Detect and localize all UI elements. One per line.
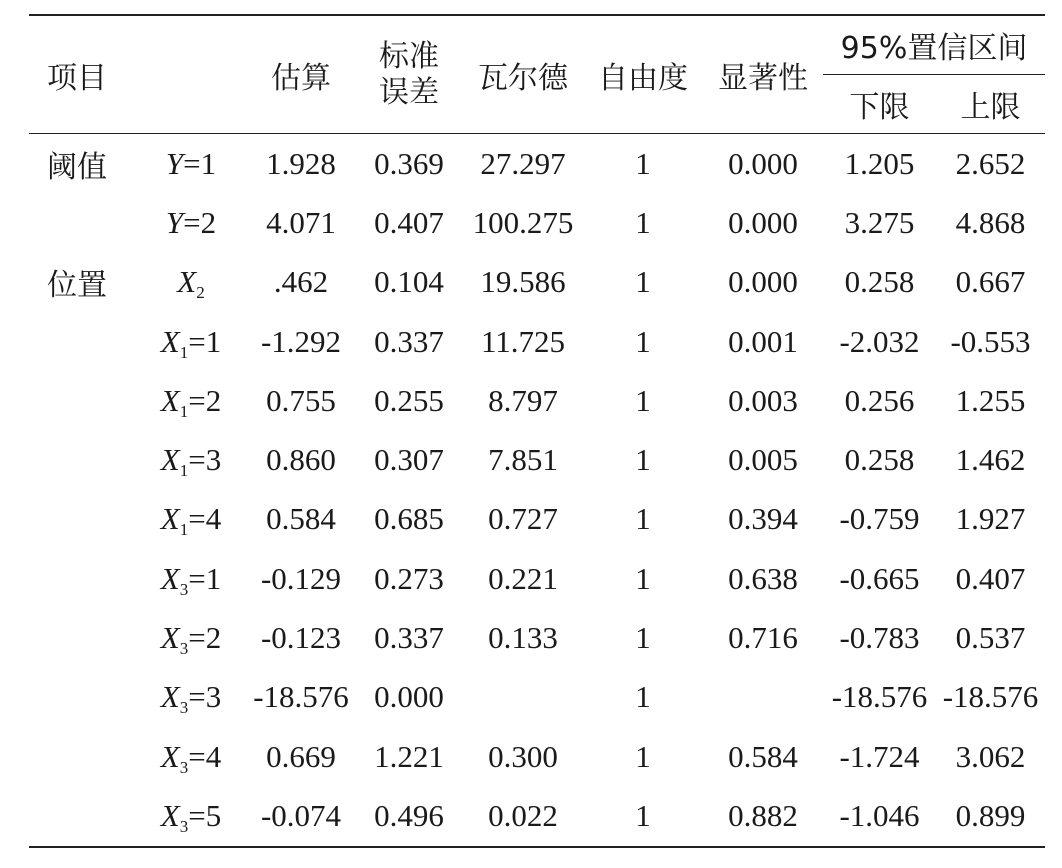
- variable-subscript: 1: [179, 461, 189, 481]
- ordinal-regression-table: [29, 14, 1045, 848]
- cell-wald: 0.022: [488, 797, 558, 833]
- group-label-empty: [29, 193, 135, 252]
- variable-subscript: 1: [179, 401, 189, 421]
- cell-upper: 3.062: [955, 738, 1026, 774]
- header-item: 项目: [47, 60, 107, 96]
- cell-df: 1: [635, 382, 651, 418]
- variable-level: =2: [188, 382, 222, 418]
- cell-estimate: -0.129: [260, 560, 342, 596]
- cell-sig: 0.716: [728, 620, 798, 656]
- cell-se: 0.337: [374, 620, 444, 656]
- cell-df: 1: [635, 679, 651, 715]
- variable-symbol: X: [160, 323, 180, 359]
- variable-level: =5: [188, 797, 222, 833]
- variable-label: [135, 430, 247, 489]
- cell-estimate: 4.071: [266, 204, 336, 240]
- header-std-error: [355, 15, 463, 134]
- group-label-empty: [29, 549, 135, 608]
- table-row: [29, 134, 1045, 194]
- group-label-empty: [29, 312, 135, 371]
- variable-subscript: 3: [179, 698, 189, 718]
- cell-sig: 0.001: [728, 323, 798, 359]
- cell-lower: 0.258: [844, 442, 915, 478]
- cell-wald: 0.727: [488, 501, 558, 537]
- table-row: [29, 549, 1045, 608]
- header-estimate: 估算: [271, 60, 331, 96]
- cell-lower: 3.275: [844, 204, 915, 240]
- variable-level: =3: [188, 442, 222, 478]
- variable-level: =1: [188, 323, 222, 359]
- variable-label: [135, 193, 247, 252]
- cell-estimate: 0.584: [266, 501, 336, 537]
- cell-lower: 0.258: [844, 264, 915, 300]
- variable-label: [135, 549, 247, 608]
- variable-subscript: 3: [179, 816, 189, 836]
- cell-upper: 2.652: [955, 145, 1026, 181]
- table-row: [29, 193, 1045, 252]
- cell-upper: -0.553: [950, 323, 1031, 359]
- variable-subscript: 1: [179, 520, 189, 540]
- group-label-empty: [29, 430, 135, 489]
- variable-label: [135, 608, 247, 667]
- cell-upper: 0.537: [955, 620, 1026, 656]
- cell-sig: 0.005: [728, 442, 798, 478]
- variable-subscript: 1: [179, 342, 189, 362]
- cell-df: 1: [635, 145, 651, 181]
- cell-estimate: 0.669: [266, 738, 336, 774]
- variable-symbol: Y: [165, 204, 184, 240]
- variable-label: [135, 253, 247, 312]
- cell-upper: 1.462: [955, 442, 1026, 478]
- cell-sig: 0.000: [728, 204, 798, 240]
- header-df: 自由度: [598, 60, 688, 96]
- variable-level: =3: [188, 679, 222, 715]
- variable-level: =2: [183, 204, 217, 240]
- cell-estimate: 1.928: [266, 145, 336, 181]
- variable-symbol: X: [160, 738, 180, 774]
- variable-symbol: X: [160, 442, 180, 478]
- cell-upper: 4.868: [955, 204, 1026, 240]
- cell-se: 0.273: [374, 560, 444, 596]
- cell-wald: 0.300: [488, 738, 558, 774]
- cell-estimate: -18.576: [253, 679, 349, 715]
- cell-se: 0.685: [374, 501, 444, 537]
- variable-symbol: X: [160, 501, 180, 537]
- cell-df: 1: [635, 738, 651, 774]
- group-label-empty: [29, 371, 135, 430]
- cell-sig: 0.394: [728, 501, 798, 537]
- header-std-error-line1: 标准: [379, 38, 439, 74]
- table-row: [29, 668, 1045, 727]
- cell-estimate: -0.074: [260, 797, 342, 833]
- cell-wald: 11.725: [480, 323, 566, 359]
- cell-df: 1: [635, 264, 651, 300]
- table-row: [29, 786, 1045, 846]
- cell-wald: 19.586: [480, 264, 566, 300]
- cell-lower: 1.205: [844, 145, 915, 181]
- variable-level: =1: [188, 560, 222, 596]
- variable-label: [135, 134, 247, 194]
- table-row: [29, 253, 1045, 312]
- table-row: [29, 430, 1045, 489]
- cell-sig: [703, 668, 823, 727]
- group-label-location: 位置: [47, 268, 107, 304]
- table-row: [29, 490, 1045, 549]
- variable-label: [135, 371, 247, 430]
- cell-upper: -18.576: [942, 679, 1039, 715]
- cell-df: 1: [635, 323, 651, 359]
- variable-symbol: X: [160, 797, 180, 833]
- cell-estimate: -0.123: [260, 620, 342, 656]
- cell-df: 1: [635, 204, 651, 240]
- variable-label: [135, 490, 247, 549]
- cell-df: 1: [635, 560, 651, 596]
- variable-level: =1: [183, 145, 217, 181]
- cell-lower: 0.256: [844, 382, 915, 418]
- cell-se: 0.255: [374, 382, 444, 418]
- variable-symbol: Y: [165, 145, 184, 181]
- cell-wald: [463, 668, 583, 727]
- header-std-error-line2: 误差: [379, 74, 439, 110]
- cell-wald: 8.797: [488, 382, 558, 418]
- table-row: [29, 608, 1045, 667]
- variable-level: =4: [188, 501, 222, 537]
- cell-se: 0.407: [374, 204, 444, 240]
- cell-df: 1: [635, 501, 651, 537]
- table-body: [29, 134, 1045, 847]
- header-ci-lower: 下限: [849, 90, 910, 125]
- cell-lower: -18.576: [831, 679, 928, 715]
- header-wald: 瓦尔德: [478, 60, 568, 96]
- cell-se: 1.221: [374, 738, 444, 774]
- cell-estimate: -1.292: [260, 323, 342, 359]
- cell-estimate: .462: [273, 264, 329, 300]
- cell-se: 0.307: [374, 442, 444, 478]
- variable-subscript: 3: [179, 639, 189, 659]
- variable-subscript: 3: [179, 757, 189, 777]
- group-label-empty: [29, 668, 135, 727]
- cell-lower: -1.046: [839, 797, 920, 833]
- cell-wald: 0.133: [488, 620, 558, 656]
- table-header: [29, 15, 1045, 134]
- cell-se: 0.496: [374, 797, 444, 833]
- cell-sig: 0.003: [728, 382, 798, 418]
- cell-upper: 1.255: [955, 382, 1026, 418]
- header-significance: 显著性: [718, 60, 808, 96]
- variable-symbol: X: [160, 382, 180, 418]
- cell-upper: 0.667: [955, 264, 1026, 300]
- cell-sig: 0.882: [728, 797, 798, 833]
- variable-subscript: 2: [196, 283, 205, 303]
- results-table-container: [29, 14, 1045, 848]
- cell-df: 1: [635, 797, 651, 833]
- cell-se: 0.104: [374, 264, 444, 300]
- variable-symbol: X: [160, 620, 180, 656]
- group-label-empty: [29, 490, 135, 549]
- cell-wald: 7.851: [488, 442, 558, 478]
- variable-label: [135, 312, 247, 371]
- table-row: [29, 312, 1045, 371]
- variable-label: [135, 668, 247, 727]
- variable-subscript: 3: [179, 579, 189, 599]
- cell-wald: 0.221: [488, 560, 558, 596]
- variable-symbol: X: [160, 679, 180, 715]
- table-row: [29, 371, 1045, 430]
- variable-symbol: X: [160, 560, 180, 596]
- group-label-empty: [29, 786, 135, 846]
- variable-level: =4: [188, 738, 222, 774]
- cell-se: 0.000: [374, 679, 444, 715]
- cell-upper: 1.927: [955, 501, 1026, 537]
- cell-estimate: 0.755: [266, 382, 336, 418]
- cell-estimate: 0.860: [266, 442, 336, 478]
- cell-lower: -0.759: [839, 501, 920, 537]
- cell-sig: 0.584: [728, 738, 798, 774]
- cell-lower: -1.724: [839, 738, 920, 774]
- cell-wald: 27.297: [480, 145, 566, 181]
- cell-upper: 0.899: [955, 797, 1026, 833]
- variable-level: =2: [188, 620, 222, 656]
- table-row: [29, 727, 1045, 786]
- cell-sig: 0.638: [728, 560, 798, 596]
- header-ci-upper: 上限: [960, 90, 1021, 125]
- variable-label: [135, 786, 247, 846]
- cell-lower: -0.665: [839, 560, 920, 596]
- cell-se: 0.369: [374, 145, 444, 181]
- group-label-empty: [29, 608, 135, 667]
- cell-se: 0.337: [374, 323, 444, 359]
- header-confidence-interval: 95%置信区间: [823, 15, 1045, 75]
- cell-sig: 0.000: [728, 145, 798, 181]
- cell-lower: -0.783: [839, 620, 920, 656]
- group-label-empty: [29, 727, 135, 786]
- variable-label: [135, 727, 247, 786]
- cell-wald: 100.275: [472, 204, 574, 240]
- cell-lower: -2.032: [839, 323, 920, 359]
- cell-df: 1: [635, 620, 651, 656]
- variable-symbol: X: [177, 264, 197, 300]
- cell-df: 1: [635, 442, 651, 478]
- cell-upper: 0.407: [955, 560, 1026, 596]
- group-label-threshold: 阈值: [47, 149, 107, 185]
- cell-sig: 0.000: [728, 264, 798, 300]
